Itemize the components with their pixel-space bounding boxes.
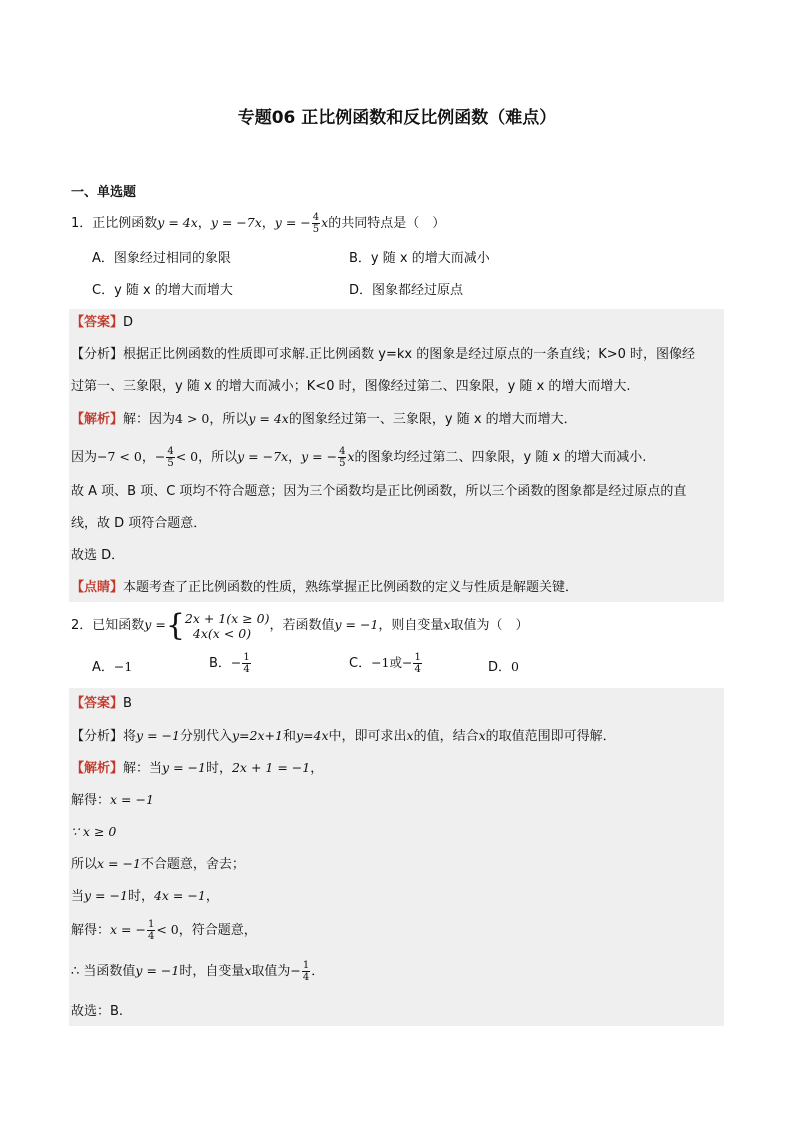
q2-option-b[interactable]: B．− $\frac{1}{4}$ <box>209 652 250 675</box>
q2-solution-line3: ∵ x ≥ 0 <box>71 824 117 839</box>
q1-solution-line5: 故选 D． <box>71 548 125 563</box>
q1-answer: 【答案】D <box>71 315 134 330</box>
fraction: $\frac{4}{5}$ <box>167 446 174 469</box>
q1-solution-line3: 故 A 项、B 项、C 项均不符合题意；因为三个函数均是正比例函数，所以三个函数的图象都是经过原点的直 <box>71 484 687 499</box>
q1-solution-line1: 【解析】解：因为4 > 0，所以y = 4x的图象经过第一、三象限，y 随 x 的增大而增大． <box>71 411 577 427</box>
q2-solution-line4: 所以x = −1不合题意，舍去； <box>71 856 245 872</box>
q1-option-a[interactable]: A．图象经过相同的象限 <box>92 251 231 266</box>
q2-option-a[interactable]: A．−1 <box>92 659 133 675</box>
q2-option-d[interactable]: D．0 <box>488 659 519 675</box>
q2-solution-line7: ∴ 当函数值y = −1时，自变量x取值为− $\frac{1}{4}$ ． <box>71 960 325 983</box>
fraction: $\frac{1}{4}$ <box>414 652 421 675</box>
q2-option-c[interactable]: C．−1或− $\frac{1}{4}$ <box>349 652 421 675</box>
q2-solution-line2: 解得：x = −1 <box>71 792 154 808</box>
q1-solution-line2: 因为−7 < 0，− $\frac{4}{5}$ < 0，所以y = −7x，y = − $\frac{4}{5}$ x的图象均经过第二、四象限，y 随 x 的增大而减小. <box>71 446 647 469</box>
q1-comment: 【点睛】本题考查了正比例函数的性质，熟练掌握正比例函数的定义与性质是解题关键． <box>71 580 579 595</box>
q2-solution-line1: 【解析】解：当y = −1时，2x + 1 = −1， <box>71 760 324 776</box>
q1-analysis-line1: 【分析】根据正比例函数的性质即可求解.正比例函数 y=kx 的图象是经过原点的一条直线；K>0 时，图像经 <box>71 347 696 362</box>
fraction: $\frac{1}{4}$ <box>147 919 155 942</box>
q1-solution-line4: 线，故 D 项符合题意． <box>71 516 207 531</box>
page-title: 专题06 正比例函数和反比例函数（难点） <box>237 108 557 128</box>
fraction: $\frac{1}{4}$ <box>243 652 250 675</box>
q1-stem: 1．正比例函数y = 4x，y = −7x，y = − $\frac{4}{5}$ x的共同特点是（ ） <box>71 212 446 235</box>
q2-solution-line5: 当y = −1时，4x = −1， <box>71 888 219 904</box>
fraction: $\frac{4}{5}$ <box>339 446 346 469</box>
q2-stem: 2．已知函数y ={ 2x + 1(x ≥ 0) 4x(x < 0) ，若函数值y = −1，则自变量x取值为（ ） <box>71 607 529 643</box>
q1-option-b[interactable]: B．y 随 x 的增大而减小 <box>349 251 490 266</box>
q1-option-c[interactable]: C．y 随 x 的增大而增大 <box>92 283 233 298</box>
left-brace: { <box>165 607 185 643</box>
q2-solution-line8: 故选：B. <box>71 1004 124 1019</box>
fraction: $\frac{4}{5}$ <box>312 212 320 235</box>
q2-answer: 【答案】B <box>71 696 132 711</box>
fraction: $\frac{1}{4}$ <box>302 960 310 983</box>
piecewise-cases: 2x + 1(x ≥ 0) 4x(x < 0) <box>184 610 270 641</box>
q1-analysis-line2: 过第一、三象限，y 随 x 的增大而减小；K<0 时，图像经过第二、四象限，y 随 x 的增大而增大. <box>71 379 631 394</box>
section-heading: 一、单选题 <box>71 185 137 200</box>
q2-analysis: 【分析】将y = −1分别代入y=2x+1和y=4x中，即可求出x的值，结合x的取值范围即可得解． <box>71 728 616 744</box>
q2-solution-line6: 解得：x = − $\frac{1}{4}$ < 0，符合题意， <box>71 919 257 942</box>
q1-option-d[interactable]: D．图象都经过原点 <box>349 283 464 298</box>
